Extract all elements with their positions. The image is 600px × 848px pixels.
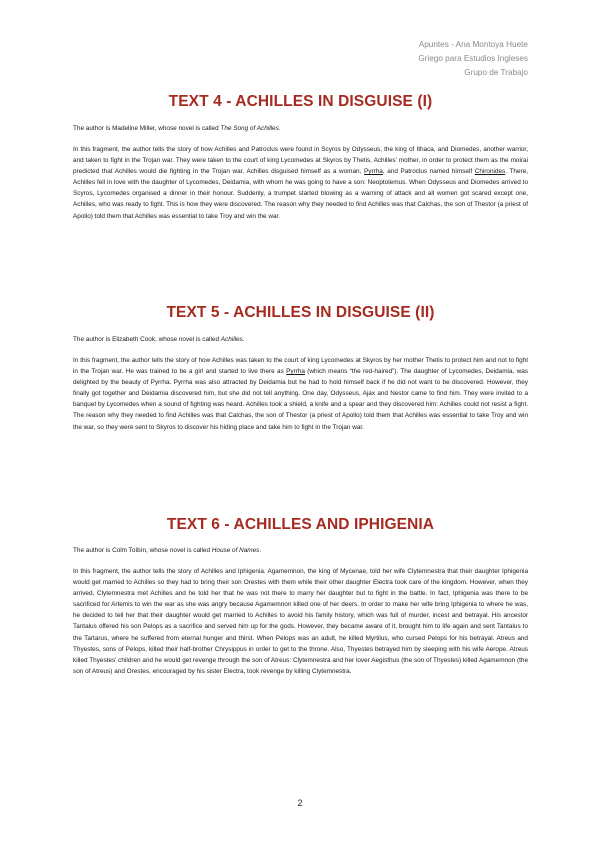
paragraph-text5 <box>73 355 528 433</box>
paragraph-text6 <box>73 566 528 677</box>
paragraph-text: , and Patroclus named himself <box>382 168 475 176</box>
novel-title: House of Names <box>211 547 260 554</box>
paragraph-text: In this fragment, the author tells the story of how Achilles was taken to the court of king Lycomedes at Skyros by her mother Thetis to protect him and not to fight in the Trojan war. He was trained to be a girl and started to live there as <box>73 357 528 376</box>
author-suffix: . <box>242 336 245 343</box>
author-suffix: . <box>259 547 262 554</box>
paragraph-text: . There, Achilles fell in love with the daughter of Lycomedes, Deidamia, with whom he was going to have a son: Neoptolemus. When Odysseus and Diomedes arrived to Scyros, Lycomedes organised a dinner in their honour. Suddenly, a trumpet started blowing as a warning of attack and all women got scared except one, Achilles, who was ready to fight. This is how they were discovered. The reason why they needed to find Achilles was that Calchas, the son of Thestor (a priest of Apollo) told them that Achilles was essential to take Troy and win the war. <box>73 168 528 220</box>
author-line-text5 <box>73 335 528 345</box>
paragraph-text: (which means “the red-haired”). The daughter of Lycomedes, Deidamia, was delighted by the beauty of Pyrrha. Pyrrha was also attracted by Deidamia but he had to hold himself back if he did not want to be discovered. However, they finally got together and Deidamia discovered him, but she did not tell anything. One day, Odysseus, Ajax and Nestor came to find him. They were invited to a banquet by Lycomedes when a sound of fighting was heard. Achilles took a shield, a knife and a spear and they discovered him: Achilles could not resist a fight. The reason why they needed to find Achilles was that Calchas, the son of Thestor (a priest of Apollo) told them that Achilles was essential to take Troy and win the war, so they were sent to Skyros to discover his hiding place and take him to fight in the Trojan war. <box>73 368 528 431</box>
underlined-name: Chironides <box>474 168 506 176</box>
novel-title: The Song of Achilles <box>220 125 279 132</box>
header-group: Grupo de Trabajo <box>464 68 528 77</box>
author-text: The author is Madeline Miller, whose novel is called <box>73 125 221 132</box>
author-text: The author is Elizabeth Cook, whose novel is called <box>73 336 221 343</box>
author-suffix: . <box>278 125 281 132</box>
author-text: The author is Colm Toíbín, whose novel is called <box>73 547 212 554</box>
author-line-text4 <box>73 124 528 134</box>
page-number: 2 <box>297 798 303 808</box>
paragraph-text4 <box>73 144 528 222</box>
novel-title: Achilles <box>220 336 243 343</box>
paragraph-text: In this fragment, the author tells the story of Achilles and Iphigenia. Agamemnon, the king of Mycenae, told her wife Clytemnestra that their daughter Iphigenia would get married to Achilles so they had to bring their son Orestes with them while their other daughter Electra took care of the kingdom. However, when they arrived, Clytemnestra met Achilles and he told her that he was not there to marry her daughter but to fight in the battle. In fact, Iphigenia was there to be sacrificed for Artemis to win the war as she was angry because Agamemnon killed one of her deers. In order to make her wife bring Iphigenia to where he was, he decided to tell her that their daughter would get married to Achilles to avoid his family history, which was full of murder, incest and betrayal. His ancestor Tantalus offered his son Pelops as a sacrifice and served him up for the gods. However, they became aware of it, brought him to life again and sent Tantalus to the Tartarus, where he suffered from eternal hunger and thirst. When Pelops was an adult, he killed Myrtilus, who cursed Pelops for his betrayal. Atreus and Thyestes, sons of Pelops, killed their half-brother Chrysippus in order to get to the throne. Also, Thyestes betrayed him by sleeping with his wife Aerope. Atreus killed Thyestes’ children and he would get revenge through the son of Atreus: Clytemnestra and her lover Aegisthus (the son of Thyestes) killed Agamemnon (the son of Atreus) and Orestes, encouraged by his sister Electra, took revenge by killing Clytemnestra. <box>73 568 528 675</box>
underlined-name: Pyrrha <box>286 368 305 376</box>
paragraph-text: In this fragment, the author tells the story of how Achilles and Patroclus were found in Scyros by Odysseus, the king of Ithaca, and Diomedes, another warrior, and taken to fight in the Trojan war. They were taken to the court of king Lycomedes at Skyros by Thetis, Achilles’ mother, in order to protect them as the moirai predicted that Achilles would die fighting in the Trojan war. Achilles disguised himself as a woman, <box>73 146 528 176</box>
section-title-text5: TEXT 5 - ACHILLES IN DISGUISE (II) <box>166 304 435 321</box>
header-author: Apuntes - Ana Montoya Huete <box>418 40 528 49</box>
section-title-text4: TEXT 4 - ACHILLES IN DISGUISE (I) <box>168 93 433 110</box>
section-title-text6: TEXT 6 - ACHILLES AND IPHIGENIA <box>166 516 435 533</box>
page-header <box>418 38 528 80</box>
header-course: Griego para Estudios Ingleses <box>418 54 528 63</box>
underlined-name: Pyrrha <box>364 168 383 176</box>
author-line-text6 <box>73 546 528 556</box>
